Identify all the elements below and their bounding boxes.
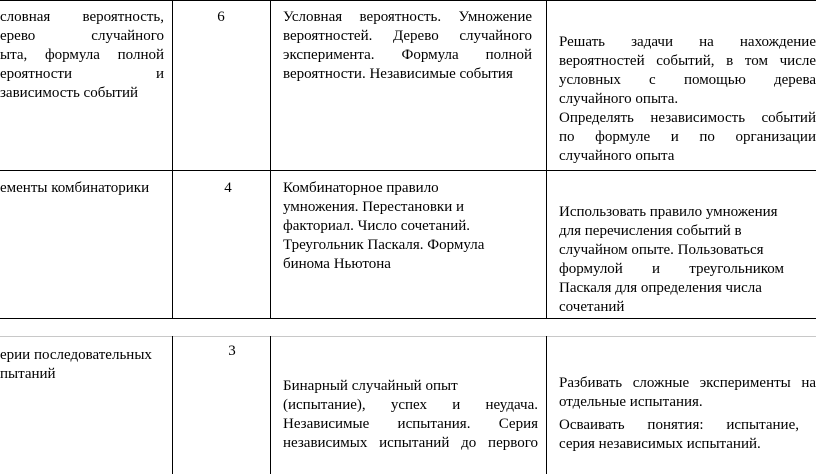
row3-topic-line: ерии последовательных — [0, 347, 152, 363]
row3-activity-line: Осваивать понятия: испытание, — [559, 417, 799, 433]
row2-activity-line: формулой и треугольником — [559, 261, 784, 277]
row1-activity-line: случайного опыта — [559, 148, 675, 164]
row2-activity — [559, 203, 799, 317]
row1-activity-line: Определять независимость событий — [559, 110, 816, 126]
row1-topic-line: зависимость событий — [0, 85, 139, 101]
row1-topic-line: ыта, формула полной — [0, 47, 164, 63]
row1-content-line: вероятностей. Дерево случайного — [283, 28, 532, 44]
row3-content-line: (испытание), успех и неудача. — [283, 397, 538, 413]
row3-activity-line: отдельные испытания. — [559, 394, 703, 410]
row3-topic-line: пытаний — [0, 366, 56, 382]
row3-topic — [0, 346, 168, 384]
row1-hours: 6 — [217, 9, 225, 25]
row1-content — [283, 8, 532, 84]
row3-content-line: Бинарный случайный опыт — [283, 378, 458, 394]
row1-activity-line: случайного опыта. — [559, 91, 679, 107]
row3-activity-line: Разбивать сложные эксперименты на — [559, 375, 816, 391]
row2-activity-line: для перечисления событий в — [559, 223, 742, 239]
row2-content-line: бинома Ньютона — [283, 256, 391, 272]
row2-content-line: факториал. Число сочетаний. — [283, 218, 470, 234]
row2-activity-line: Паскаля для определения числа — [559, 280, 762, 296]
row1-topic-line: словная вероятность, — [0, 9, 164, 25]
row3-activity-line: серия независимых испытаний. — [559, 436, 761, 452]
row3-content — [283, 377, 538, 453]
row2-content-line: Треугольник Паскаля. Формула — [283, 237, 485, 253]
row2-topic-line: ементы комбинаторики — [0, 180, 150, 196]
row2-content-line: умножения. Перестановки и — [283, 199, 465, 215]
row1-activity-line: вероятностей событий, в том числе — [559, 53, 816, 69]
row1-activity-line: Решать задачи на нахождение — [559, 34, 816, 50]
row1-content-line: вероятности. Независимые события — [283, 66, 513, 82]
row2-activity-line: сочетаний — [559, 299, 625, 315]
row3-hours: 3 — [228, 343, 236, 359]
row1-activity-line: по формуле и по организации — [559, 129, 816, 145]
row2-content-line: Комбинаторное правило — [283, 180, 439, 196]
row1-content-line: Условная вероятность. Умножение — [283, 9, 532, 25]
row2-hours: 4 — [224, 180, 232, 196]
row2-activity-line: Использовать правило умножения — [559, 204, 778, 220]
row1-content-line: эксперимента. Формула полной — [283, 47, 532, 63]
row1-topic-line: ероятности и — [0, 66, 164, 82]
row3-content-line: независимых испытаний до первого — [283, 435, 538, 451]
row3-activity — [559, 374, 816, 454]
row1-activity-line: условных с помощью дерева — [559, 72, 816, 88]
row2-activity-line: случайном опыте. Пользоваться — [559, 242, 764, 258]
row2-topic — [0, 179, 168, 198]
row2-content — [283, 179, 538, 274]
row1-topic-line: ерево случайного — [0, 28, 164, 44]
row1-activity — [559, 33, 816, 166]
row3-content-line: Независимые испытания. Серия — [283, 416, 538, 432]
row1-topic — [0, 8, 164, 103]
